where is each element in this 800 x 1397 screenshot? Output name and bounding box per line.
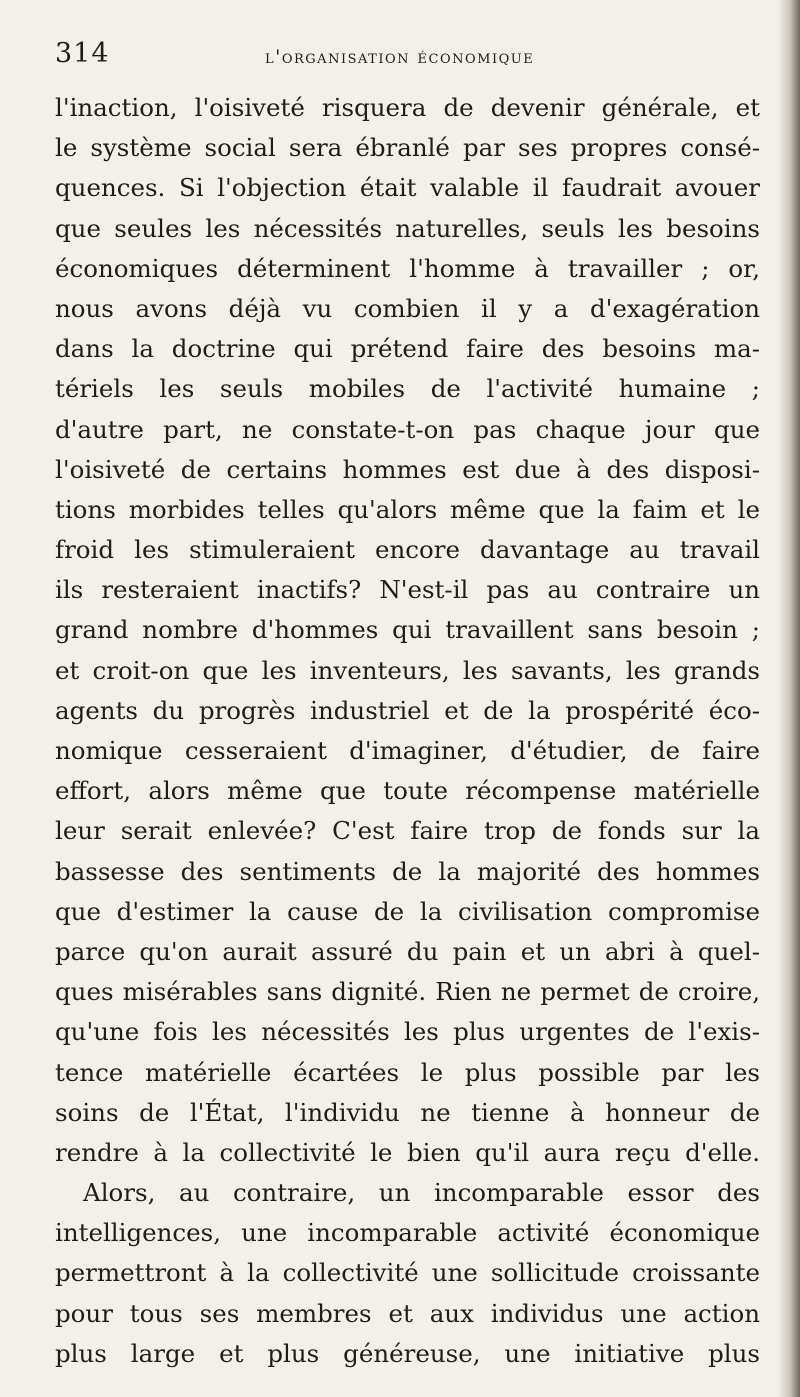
text-line: dans la doctrine qui prétend faire des besoins ma- [55, 334, 760, 364]
text-line: que seules les nécessités naturelles, seuls les besoins [55, 213, 760, 243]
text-line: nomique cesseraient d'imaginer, d'étudier, de faire [55, 736, 760, 765]
page-edge-shadow [778, 0, 800, 1397]
text-line: agents du progrès industriel et de la prospérité éco- [55, 695, 760, 725]
text-line: et croit-on que les inventeurs, les savants, les grands [55, 655, 760, 685]
text-line: ques misérables sans dignité. Rien ne permet de croire, [55, 977, 760, 1007]
text-line: l'oisiveté de certains hommes est due à des disposi- [55, 454, 760, 484]
text-line-indented: Alors, au contraire, un incomparable essor des [83, 1178, 760, 1208]
text-line: grand nombre d'hommes qui travaillent sans besoin ; [55, 615, 760, 645]
text-line: tions morbides telles qu'alors même que la faim et le [55, 494, 760, 524]
text-line: tériels les seuls mobiles de l'activité humaine ; [55, 374, 760, 404]
running-head [55, 38, 760, 88]
text-line: d'autre part, ne constate-t-on pas chaque jour que [55, 414, 760, 444]
text-line: soins de l'État, l'individu ne tienne à honneur de [55, 1097, 760, 1127]
text-line: nous avons déjà vu combien il y a d'exagération [55, 293, 760, 323]
text-line: intelligences, une incomparable activité économique [55, 1218, 760, 1248]
page-number: 314 [55, 38, 110, 69]
text-line: parce qu'on aurait assuré du pain et un abri à quel- [55, 936, 760, 966]
running-title: l'organisation économique [265, 46, 535, 68]
text-line: que d'estimer la cause de la civilisation compromise [55, 896, 760, 926]
text-line: le système social sera ébranlé par ses propres consé- [55, 133, 760, 163]
text-line: économiques déterminent l'homme à travailler ; or, [55, 253, 760, 283]
text-line: rendre à la collectivité le bien qu'il aura reçu d'elle. [55, 1137, 760, 1167]
text-line: effort, alors même que toute récompense matérielle [55, 776, 760, 806]
body-text [55, 88, 760, 1374]
text-line: permettront à la collectivité une sollicitude croissante [55, 1258, 760, 1288]
text-line: plus large et plus généreuse, une initiative plus [55, 1338, 760, 1368]
text-line: quences. Si l'objection était valable il faudrait avouer [55, 173, 760, 203]
text-line: bassesse des sentiments de la majorité des hommes [55, 856, 760, 886]
text-line: pour tous ses membres et aux individus une action [55, 1298, 760, 1328]
text-line: l'inaction, l'oisiveté risquera de devenir générale, et [55, 93, 760, 122]
text-line: tence matérielle écartées le plus possible par les [55, 1057, 760, 1087]
text-line: ils resteraient inactifs? N'est-il pas au contraire un [55, 575, 760, 605]
text-line: qu'une fois les nécessités les plus urgentes de l'exis- [55, 1017, 760, 1047]
text-line: froid les stimuleraient encore davantage au travail [55, 535, 760, 565]
text-line: leur serait enlevée? C'est faire trop de fonds sur la [55, 816, 760, 846]
book-page [55, 38, 760, 1374]
